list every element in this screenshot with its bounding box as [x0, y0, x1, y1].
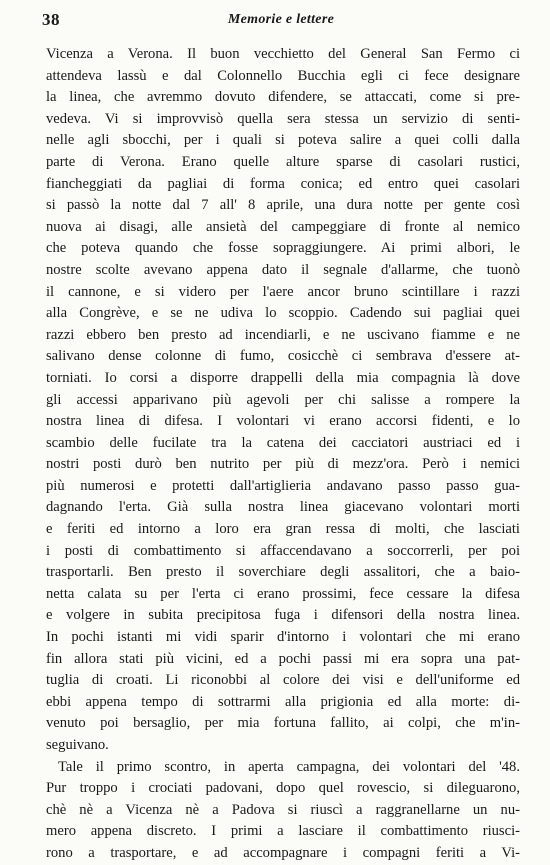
text-line: Vicenza a Verona. Il buon vecchietto del General San Fermo ci — [46, 46, 520, 62]
text-line: gli accessi apparivano più agevoli per chi salisse a rompere la — [46, 391, 520, 408]
text-line: più numerosi e protetti dall'artiglieria andavano passo passo gua- — [46, 477, 520, 494]
text-line: Pur troppo i crociati padovani, dopo quel rovescio, si dileguarono, — [46, 780, 520, 797]
text-line: e volgere in subita precipitosa fuga i difensori della nostra linea. — [46, 607, 520, 624]
text-line: dagnando l'erta. Già sulla nostra linea giacevano volontari morti — [46, 499, 520, 516]
text-line: rono a trasportare, e ad accompagnare i compagni feriti a Vi- — [46, 844, 520, 861]
text-line: nostri posti durò ben nutrito per più di mezz'ora. Però i nemici — [46, 456, 520, 473]
text-line: la linea, che avremmo dovuto difendere, se attaccati, come si pre- — [46, 89, 520, 106]
page-header — [42, 10, 520, 32]
text-line: alla Congrève, e se ne udiva lo scoppio. Cadendo sui pagliai quei — [46, 305, 520, 322]
text-line: trasportarli. Ben presto il soverchiare degli assalitori, che a baio- — [46, 564, 520, 581]
text-line: fin allora stati più vicini, ed a pochi passi mi era sopra una pat- — [46, 650, 520, 667]
text-line: nuova ai disagi, alle ansietà del campeggiare di fronte al nemico — [46, 218, 520, 235]
text-line: netta calata su per l'erta ci erano prossimi, fece cessare la difesa — [46, 585, 520, 602]
text-line: tuglia di croati. Li riconobbi al colore dei visi e dell'uniforme ed — [46, 672, 520, 689]
text-line: salivano dense colonne di fumo, cosicchè ci sembrava d'essere at- — [46, 348, 520, 365]
text-line: torniati. Io corsi a disporre drappelli della mia compagnia là dove — [46, 369, 520, 386]
text-line: nostra linea di difesa. I volontari vi erano accorsi fidenti, e lo — [46, 413, 520, 430]
text-line: i posti di combattimento si affaccendavano a soccorrerli, per poi — [46, 542, 520, 559]
text-line: attendeva lassù e dal Colonnello Bucchia egli ci fece designare — [46, 67, 520, 84]
text-line: In pochi istanti mi vidi sparir d'intorno i volontari che mi erano — [46, 629, 520, 646]
running-head: Memorie e lettere — [227, 12, 335, 27]
text-line: e feriti ed intorno a loro era gran ressa di molti, che lasciati — [46, 521, 520, 538]
text-line: razzi ebbero ben presto ad incendiarli, e ne uscivano fiamme e ne — [46, 326, 520, 343]
text-line: fiancheggiati da pagliai di forma conica; ed entro quei casolari — [46, 175, 520, 192]
text-line: si passò la notte dal 7 all' 8 aprile, una dura notte per gente così — [46, 197, 520, 214]
text-line: venuto poi bersaglio, per mia fortuna fallito, ai colpi, che m'in- — [46, 715, 520, 732]
text-line: nostre scolte avevano appena dato il segnale d'allarme, che tuonò — [46, 261, 520, 278]
text-line: nelle agli sbocchi, per i quali si poteva salire a quei colli dalla — [46, 132, 520, 149]
text-line: ebbi appena tempo di sottrarmi alla prigionia ed alla morte: di- — [46, 693, 520, 710]
text-line: che poteva quando che fosse sopraggiungere. Ai primi albori, le — [46, 240, 520, 257]
page-number: 38 — [42, 10, 60, 29]
text-line: Tale il primo scontro, in aperta campagna, dei volontari del '48. — [58, 758, 520, 775]
text-line: il cannone, e si videro per l'aere ancor bruno scintillare i razzi — [46, 283, 520, 300]
text-line: mero appena discreto. I primi a lasciare il combattimento riusci- — [46, 823, 520, 840]
body-text — [46, 44, 520, 865]
text-line: parte di Verona. Erano quelle alture sparse di casolari rustici, — [46, 153, 520, 170]
text-line: chè nè a Vicenza nè a Padova si riuscì a raggranellarne un nu- — [46, 801, 520, 818]
text-line: vedeva. Vi si improvvisò quella sera stessa un servizio di senti- — [46, 110, 520, 127]
text-line: seguivano. — [46, 737, 109, 753]
text-line: scambio delle fucilate tra la catena dei cacciatori austriaci ed i — [46, 434, 520, 451]
